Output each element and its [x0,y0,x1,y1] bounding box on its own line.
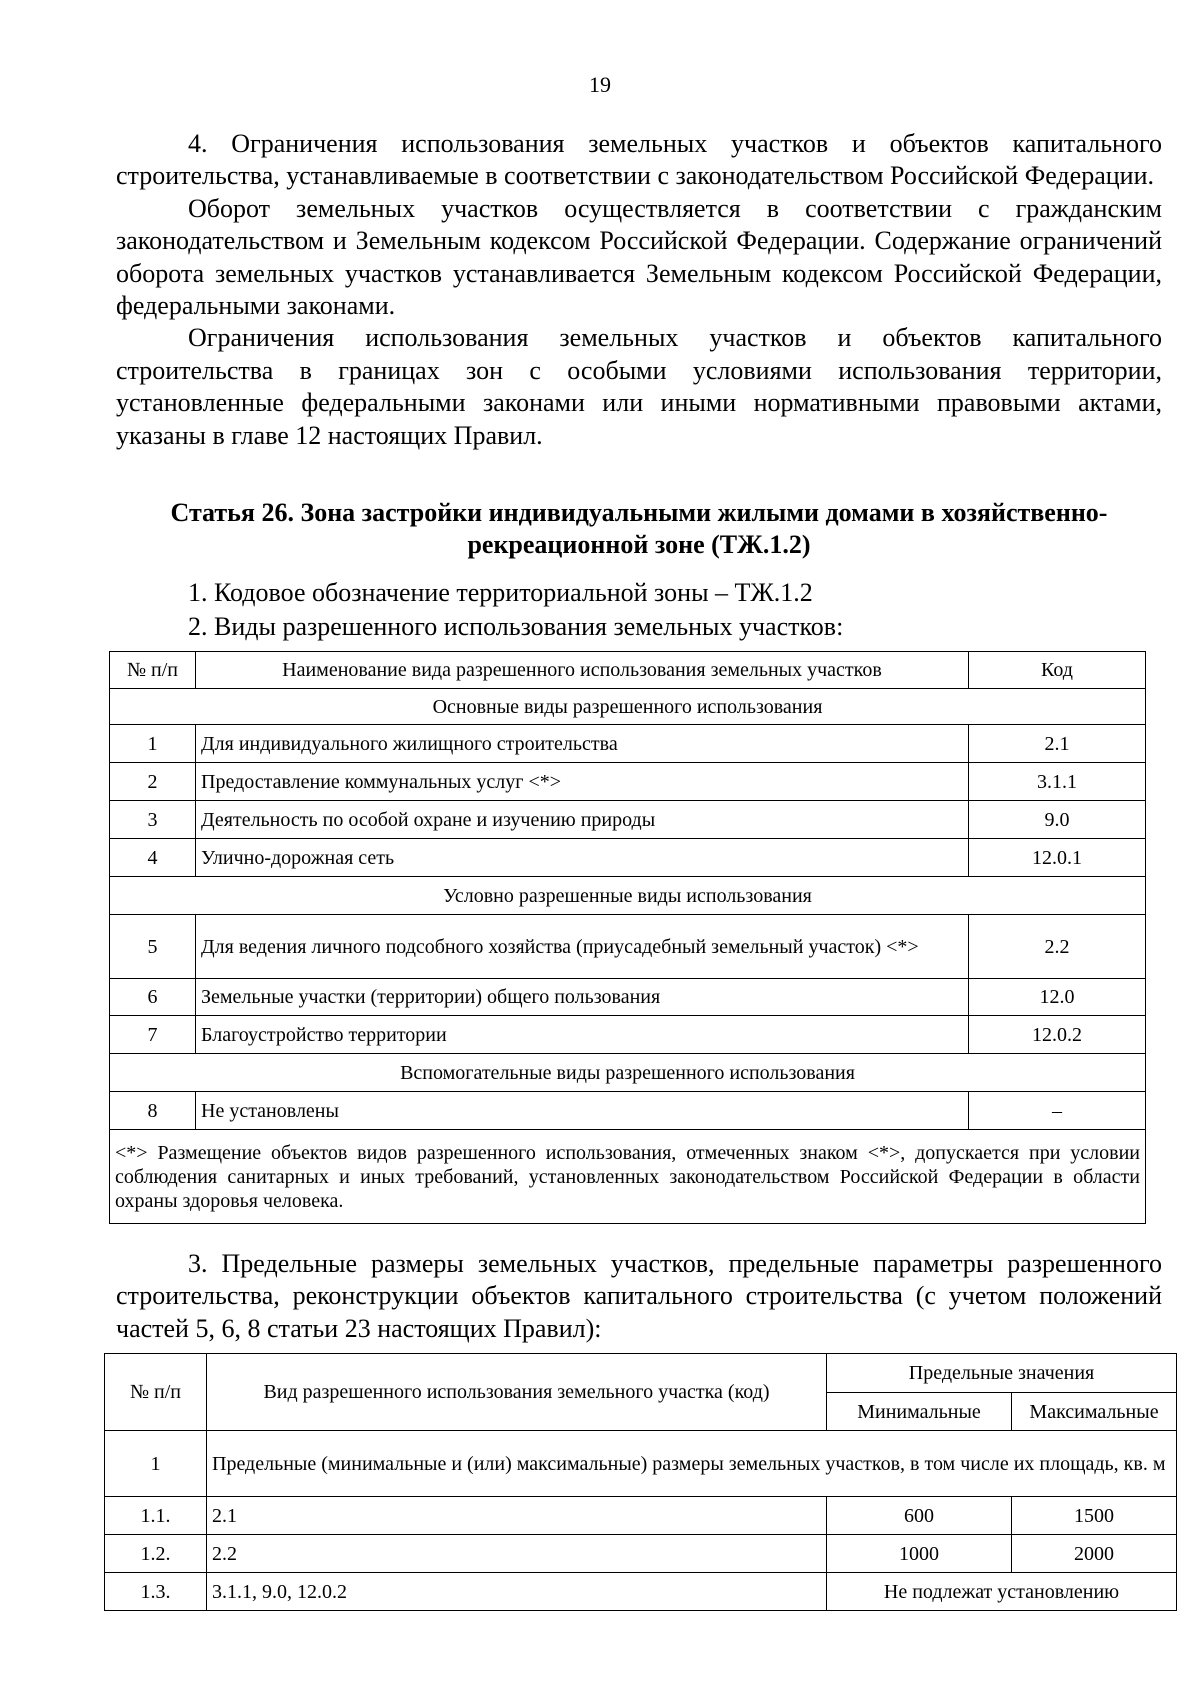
limits-group-row [105,1431,1177,1497]
row-code: 2.1 [969,725,1146,763]
row-number: 3 [110,801,196,839]
row-code: 12.0 [969,979,1146,1016]
list-item-zone-code: 1. Кодовое обозначение территориальной зоны – ТЖ.1.2 [188,578,813,607]
table-note-row [110,1130,1146,1224]
header-number: № п/п [105,1354,207,1431]
row-code: 2.1 [207,1497,827,1535]
row-code: 9.0 [969,801,1146,839]
row-code: 3.1.1, 9.0, 12.0.2 [207,1573,827,1611]
paragraph-land-turnover: Оборот земельных участков осуществляется в соответствии с гражданским законодательством и Земельным кодексом Российской Федерации. Содержание ограничений оборота земельных участков устанавливается Земельным кодексом Российской Федерации, федеральными законами. [116,193,1162,321]
row-code: 3.1.1 [969,763,1146,801]
row-maximum: 1500 [1012,1497,1177,1535]
row-code: – [969,1092,1146,1130]
row-number: 2 [110,763,196,801]
row-code: 2.2 [207,1535,827,1573]
row-number: 4 [110,839,196,877]
limits-intro [116,1248,1162,1345]
table-row [110,763,1146,801]
table-note: <*> Размещение объектов видов разрешенного использования, отмеченных знаком <*>, допускается при условии соблюдения санитарных и иных требований, установленных законодательством Российской Федерации в области охраны здоровья человека. [110,1130,1146,1224]
section-title: Вспомогательные виды разрешенного использования [110,1054,1146,1092]
header-minimum: Минимальные [827,1393,1012,1431]
paragraph-restrictions: 4. Ограничения использования земельных участков и объектов капитального строительства, устанавливаемые в соответствии с законодательством Российской Федерации. [116,129,1162,191]
permitted-uses-table [109,651,1146,1224]
row-use-name: Не установлены [196,1092,969,1130]
row-use-name: Для ведения личного подсобного хозяйства (приусадебный земельный участок) <*> [196,915,969,979]
row-use-name: Для индивидуального жилищного строительства [196,725,969,763]
table-row [105,1573,1177,1611]
row-number: 5 [110,915,196,979]
row-code: 12.0.1 [969,839,1146,877]
section-row-auxiliary [110,1054,1146,1092]
table-row [110,915,1146,979]
table-row [110,839,1146,877]
row-number: 1.3. [105,1573,207,1611]
header-use-name: Наименование вида разрешенного использования земельных участков [196,652,969,689]
row-use-name: Деятельность по особой охране и изучению природы [196,801,969,839]
row-code: 12.0.2 [969,1016,1146,1054]
row-number: 1.1. [105,1497,207,1535]
article-heading: Статья 26. Зона застройки индивидуальными жилыми домами в хозяйственно-рекреационной зоне (ТЖ.1.2) [170,498,1108,559]
table-row [110,801,1146,839]
row-number: 7 [110,1016,196,1054]
header-use-kind: Вид разрешенного использования земельного участка (код) [207,1354,827,1431]
row-number: 1 [110,725,196,763]
paragraph-special-zones: Ограничения использования земельных участков и объектов капитального строительства в границах зон с особыми условиями использования территории, установленные федеральными законами или иными нормативными правовыми актами, указаны в главе 12 настоящих Правил. [116,323,1162,450]
row-number: 6 [110,979,196,1016]
paragraph-limits: 3. Предельные размеры земельных участков, предельные параметры разрешенного строительства, реконструкции объектов капитального строительства (с учетом положений частей 5, 6, 8 статьи 23 настоящих Правил): [116,1249,1162,1343]
table-row [105,1497,1177,1535]
page-number: 19 [589,72,611,97]
row-use-name: Благоустройство территории [196,1016,969,1054]
section-row-main [110,689,1146,725]
row-use-name: Улично-дорожная сеть [196,839,969,877]
limits-table [104,1353,1177,1611]
table-row [110,979,1146,1016]
limits-header-row [105,1354,1177,1393]
table-header-row [110,652,1146,689]
row-minimum: 600 [827,1497,1012,1535]
table-row [110,1016,1146,1054]
header-maximum: Максимальные [1012,1393,1177,1431]
row-not-established: Не подлежат установлению [827,1573,1177,1611]
row-use-name: Предоставление коммунальных услуг <*> [196,763,969,801]
group-number: 1 [105,1431,207,1497]
table-row [105,1535,1177,1573]
row-code: 2.2 [969,915,1146,979]
section-title: Условно разрешенные виды использования [110,877,1146,915]
row-number: 8 [110,1092,196,1130]
table-row [110,1092,1146,1130]
row-minimum: 1000 [827,1535,1012,1573]
group-description: Предельные (минимальные и (или) максимальные) размеры земельных участков, в том числе их площадь, кв. м [207,1431,1177,1497]
section-title: Основные виды разрешенного использования [110,689,1146,725]
row-use-name: Земельные участки (территории) общего пользования [196,979,969,1016]
row-number: 1.2. [105,1535,207,1573]
section-row-conditional [110,877,1146,915]
list-item-permitted-uses: 2. Виды разрешенного использования земельных участков: [188,612,844,641]
header-number: № п/п [110,652,196,689]
header-code: Код [969,652,1146,689]
intro-text [116,128,1162,452]
table-row [110,725,1146,763]
row-maximum: 2000 [1012,1535,1177,1573]
header-limit-values: Предельные значения [827,1354,1177,1393]
